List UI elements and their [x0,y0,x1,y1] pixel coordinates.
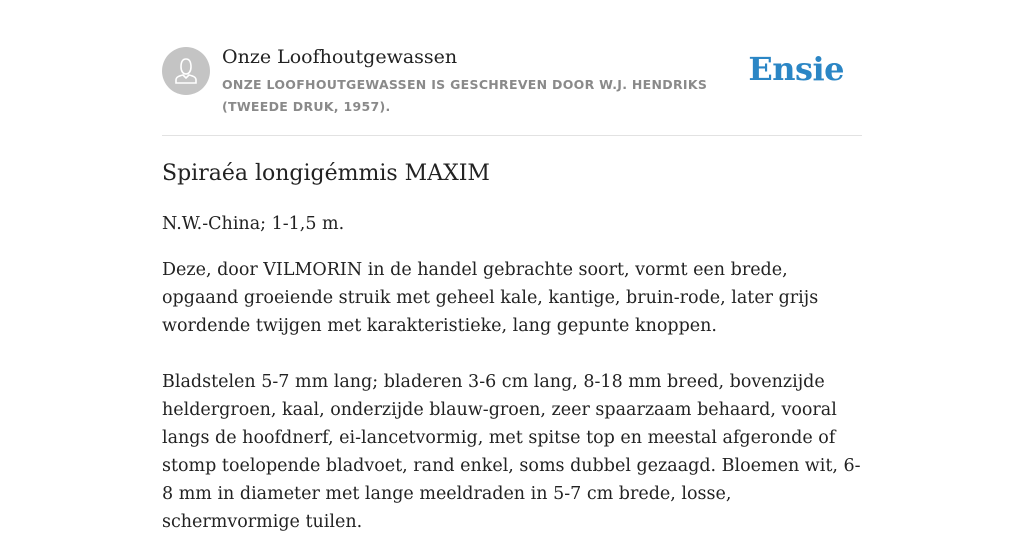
ensie-logo[interactable]: Ensie [748,50,844,88]
header-divider [162,135,862,136]
source-description: ONZE LOOFHOUTGEWASSEN IS GESCHREVEN DOOR W.J. HENDRIKS (TWEEDE DRUK, 1957). [222,77,708,114]
user-placeholder-icon [162,47,210,95]
source-title[interactable]: Onze Loofhoutgewassen [222,46,458,68]
entry-title: Spiraéa longigémmis MAXIM [162,161,490,186]
entry-paragraph-description: Deze, door VILMORIN in de handel gebrachte soort, vormt een brede, opgaand groeiende struik met geheel kale, kantige, bruin-rode, later grijs wordende twijgen met karakteristieke, lang gepunte knoppen. [162,260,819,336]
entry-paragraph-leaves: Bladstelen 5-7 mm lang; bladeren 3-6 cm lang, 8-18 mm breed, bovenzijde heldergroen, kaal, onderzijde blauw-groen, zeer spaarzaam behaard, vooral langs de hoofdnerf, ei-lancetvormig, met spitse top en meestal afgeronde of stomp toelopende bladvoet, rand enkel, soms dubbel gezaagd. Bloemen wit, 6-8 mm in diameter met lange meeldraden in 5-7 cm brede, losse, schermvormige tuilen. [162,372,861,532]
entry-paragraph-origin: N.W.-China; 1-1,5 m. [162,214,345,234]
source-header [162,44,862,116]
entry-content [162,158,867,554]
